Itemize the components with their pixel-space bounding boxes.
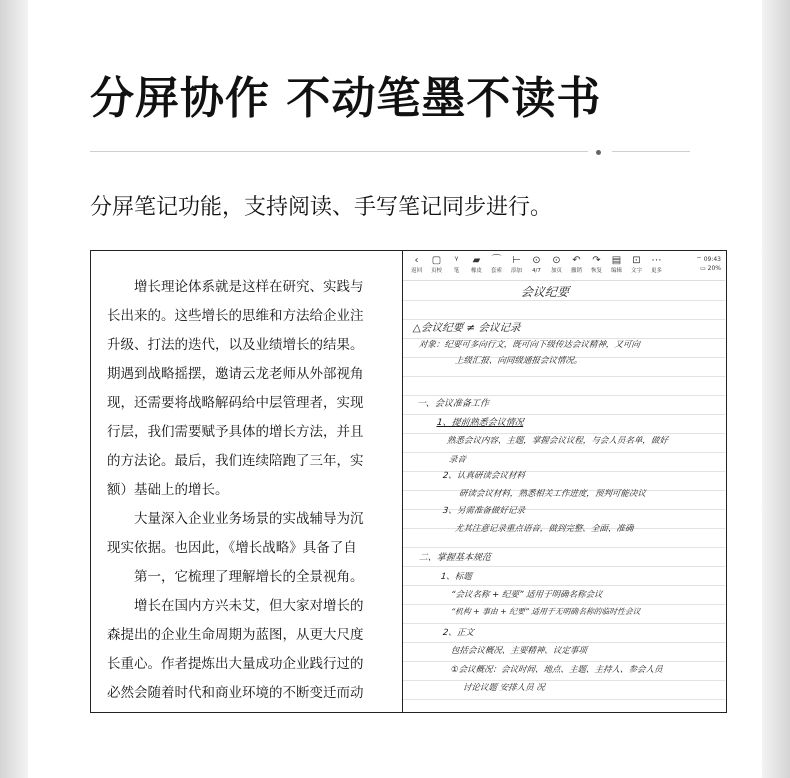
- reading-pane[interactable]: [91, 251, 403, 712]
- status-area: [696, 255, 721, 273]
- toolbar-page-check-button[interactable]: [427, 255, 446, 275]
- handwritten-line: 1、标题: [440, 572, 473, 582]
- add-icon: ⊢: [512, 255, 521, 266]
- text-icon: ⊡: [632, 255, 641, 266]
- toolbar-label: 撤销: [570, 268, 582, 274]
- page-check-icon: ▢: [431, 255, 442, 266]
- toolbar-label: 4/7: [532, 268, 541, 274]
- book-line: 行层，我们需要赋予具体的增长方法，并且: [107, 424, 364, 440]
- split-screen-device: [90, 250, 727, 713]
- handwritten-line: 对象：纪要可多向行文，既可向下级传达会议精神，又可向: [418, 340, 641, 350]
- toolbar-label: 恢复: [590, 268, 602, 274]
- page-edge-left: [0, 0, 28, 778]
- eraser-icon: ▰: [472, 255, 481, 266]
- book-line: 额）基础上的增长。: [107, 482, 229, 498]
- book-line: 增长理论体系就是这样在研究、实践与: [134, 279, 364, 295]
- handwritten-line: 包括会议概况、主要精神、议定事项: [450, 646, 588, 656]
- page-indicator-icon: ⊙: [532, 255, 541, 266]
- toolbar-label: 橡皮: [470, 268, 482, 274]
- book-line: 大量深入企业业务场景的实战辅导为沉: [134, 511, 364, 527]
- lasso-icon: ⌒: [491, 255, 502, 266]
- handwritten-line: “会议名称 + 纪要” 适用于明确名称会议: [450, 590, 603, 600]
- divider-dot: [596, 150, 601, 155]
- headline: 分屏协作 不动笔墨不读书: [90, 73, 602, 124]
- back-icon: ‹: [414, 255, 419, 266]
- undo-icon: ↶: [572, 255, 581, 266]
- toolbar-edit-button[interactable]: [607, 255, 626, 275]
- handwritten-line: 熟悉会议内容、主题，掌握会议议程，与会人员名单，做好: [446, 436, 669, 446]
- handwritten-line: 2、正文: [442, 628, 475, 638]
- divider: [90, 151, 588, 152]
- toolbar-label: 套索: [490, 268, 502, 274]
- toolbar-label: 文字: [630, 268, 642, 274]
- handwritten-line: 二、掌握基本规范: [418, 553, 492, 563]
- toolbar-more-button[interactable]: [647, 255, 666, 275]
- handwritten-line: 研读会议材料，熟悉相关工作进度，预判可能决议: [458, 489, 647, 499]
- subtitle: 分屏笔记功能，支持阅读、手写笔记同步进行。: [90, 195, 553, 220]
- book-line: 的方法论。最后，我们连续陪跑了三年，实: [107, 453, 364, 469]
- handwritten-line: 3、另需准备做好记录: [442, 506, 526, 516]
- toolbar-label: 加页: [550, 268, 562, 274]
- book-line: 现，还需要将战略解码给中层管理者，实现: [107, 395, 364, 411]
- redo-icon: ↷: [592, 255, 601, 266]
- notes-toolbar: [403, 251, 725, 281]
- book-line: 森提出的企业生命周期为蓝图，从更大尺度: [107, 627, 364, 643]
- handwritten-line: 1、提前熟悉会议情况: [436, 418, 525, 428]
- pen-icon: ᵞ: [454, 255, 459, 266]
- book-line: 第一，它梳理了理解增长的全景视角。: [134, 569, 364, 585]
- toolbar-label: 更多: [650, 268, 662, 274]
- book-line: 增长在国内方兴未艾，但大家对增长的: [134, 598, 364, 614]
- toolbar-label: 返回: [410, 268, 422, 274]
- toolbar-eraser-button[interactable]: [467, 255, 486, 275]
- notes-pane[interactable]: [403, 251, 725, 712]
- toolbar-redo-button[interactable]: [587, 255, 606, 275]
- handwritten-line: 讨论议题 安排人员 况: [462, 683, 546, 693]
- handwritten-line: ①会议概况：会议时间、地点、主题、主持人、参会人员: [450, 665, 664, 675]
- toolbar-page-indicator-button[interactable]: [527, 255, 546, 275]
- toolbar-text-button[interactable]: [627, 255, 646, 275]
- toolbar-label: 页校: [430, 268, 442, 274]
- handwritten-line: 尤其注意记录重点语音，做到完整、全面、准确: [454, 524, 634, 534]
- handwriting-canvas[interactable]: [403, 282, 725, 712]
- battery: ▭ 20%: [700, 265, 721, 272]
- toolbar-pen-button[interactable]: [447, 255, 466, 275]
- toolbar-label: 编辑: [610, 268, 622, 274]
- notes-title: 会议纪要: [520, 285, 570, 299]
- handwritten-line: 2、认真研读会议材料: [442, 471, 526, 481]
- handwritten-line: 上级汇报、向同级通报会议情况。: [454, 356, 583, 366]
- handwritten-line: “机构 + 事由 + 纪要” 适用于无明确名称的临时性会议: [450, 607, 641, 616]
- book-line: 长重心。作者提炼出大量成功企业践行过的: [107, 656, 364, 672]
- book-line: 现实依据。也因此，《增长战略》具备了自: [107, 540, 357, 556]
- toolbar-lasso-button[interactable]: [487, 255, 506, 275]
- handwritten-line: 录音: [448, 455, 467, 465]
- handwritten-line: 一、会议准备工作: [416, 399, 490, 409]
- toolbar-add-button[interactable]: [507, 255, 526, 275]
- add-page-icon: ⊙: [552, 255, 561, 266]
- toolbar-label: 添加: [510, 268, 522, 274]
- book-line: 升级、打法的迭代，以及业绩增长的结果。: [107, 337, 364, 353]
- book-line: 期遇到战略摇摆，邀请云龙老师从外部视角: [107, 366, 364, 382]
- divider-right: [612, 151, 690, 152]
- toolbar-label: 笔: [453, 268, 460, 274]
- toolbar-add-page-button[interactable]: [547, 255, 566, 275]
- page-edge-right: [762, 0, 790, 778]
- more-icon: ⋯: [651, 255, 662, 266]
- toolbar-undo-button[interactable]: [567, 255, 586, 275]
- book-line: 必然会随着时代和商业环境的不断变迁而动: [107, 685, 364, 701]
- edit-icon: ▤: [611, 255, 622, 266]
- handwritten-line: △会议纪要 ≠ 会议记录: [412, 322, 522, 334]
- clock: ⌔ 09:43: [696, 256, 721, 263]
- toolbar-back-button[interactable]: [407, 255, 426, 275]
- book-line: 长出来的。这些增长的思维和方法给企业注: [107, 308, 364, 324]
